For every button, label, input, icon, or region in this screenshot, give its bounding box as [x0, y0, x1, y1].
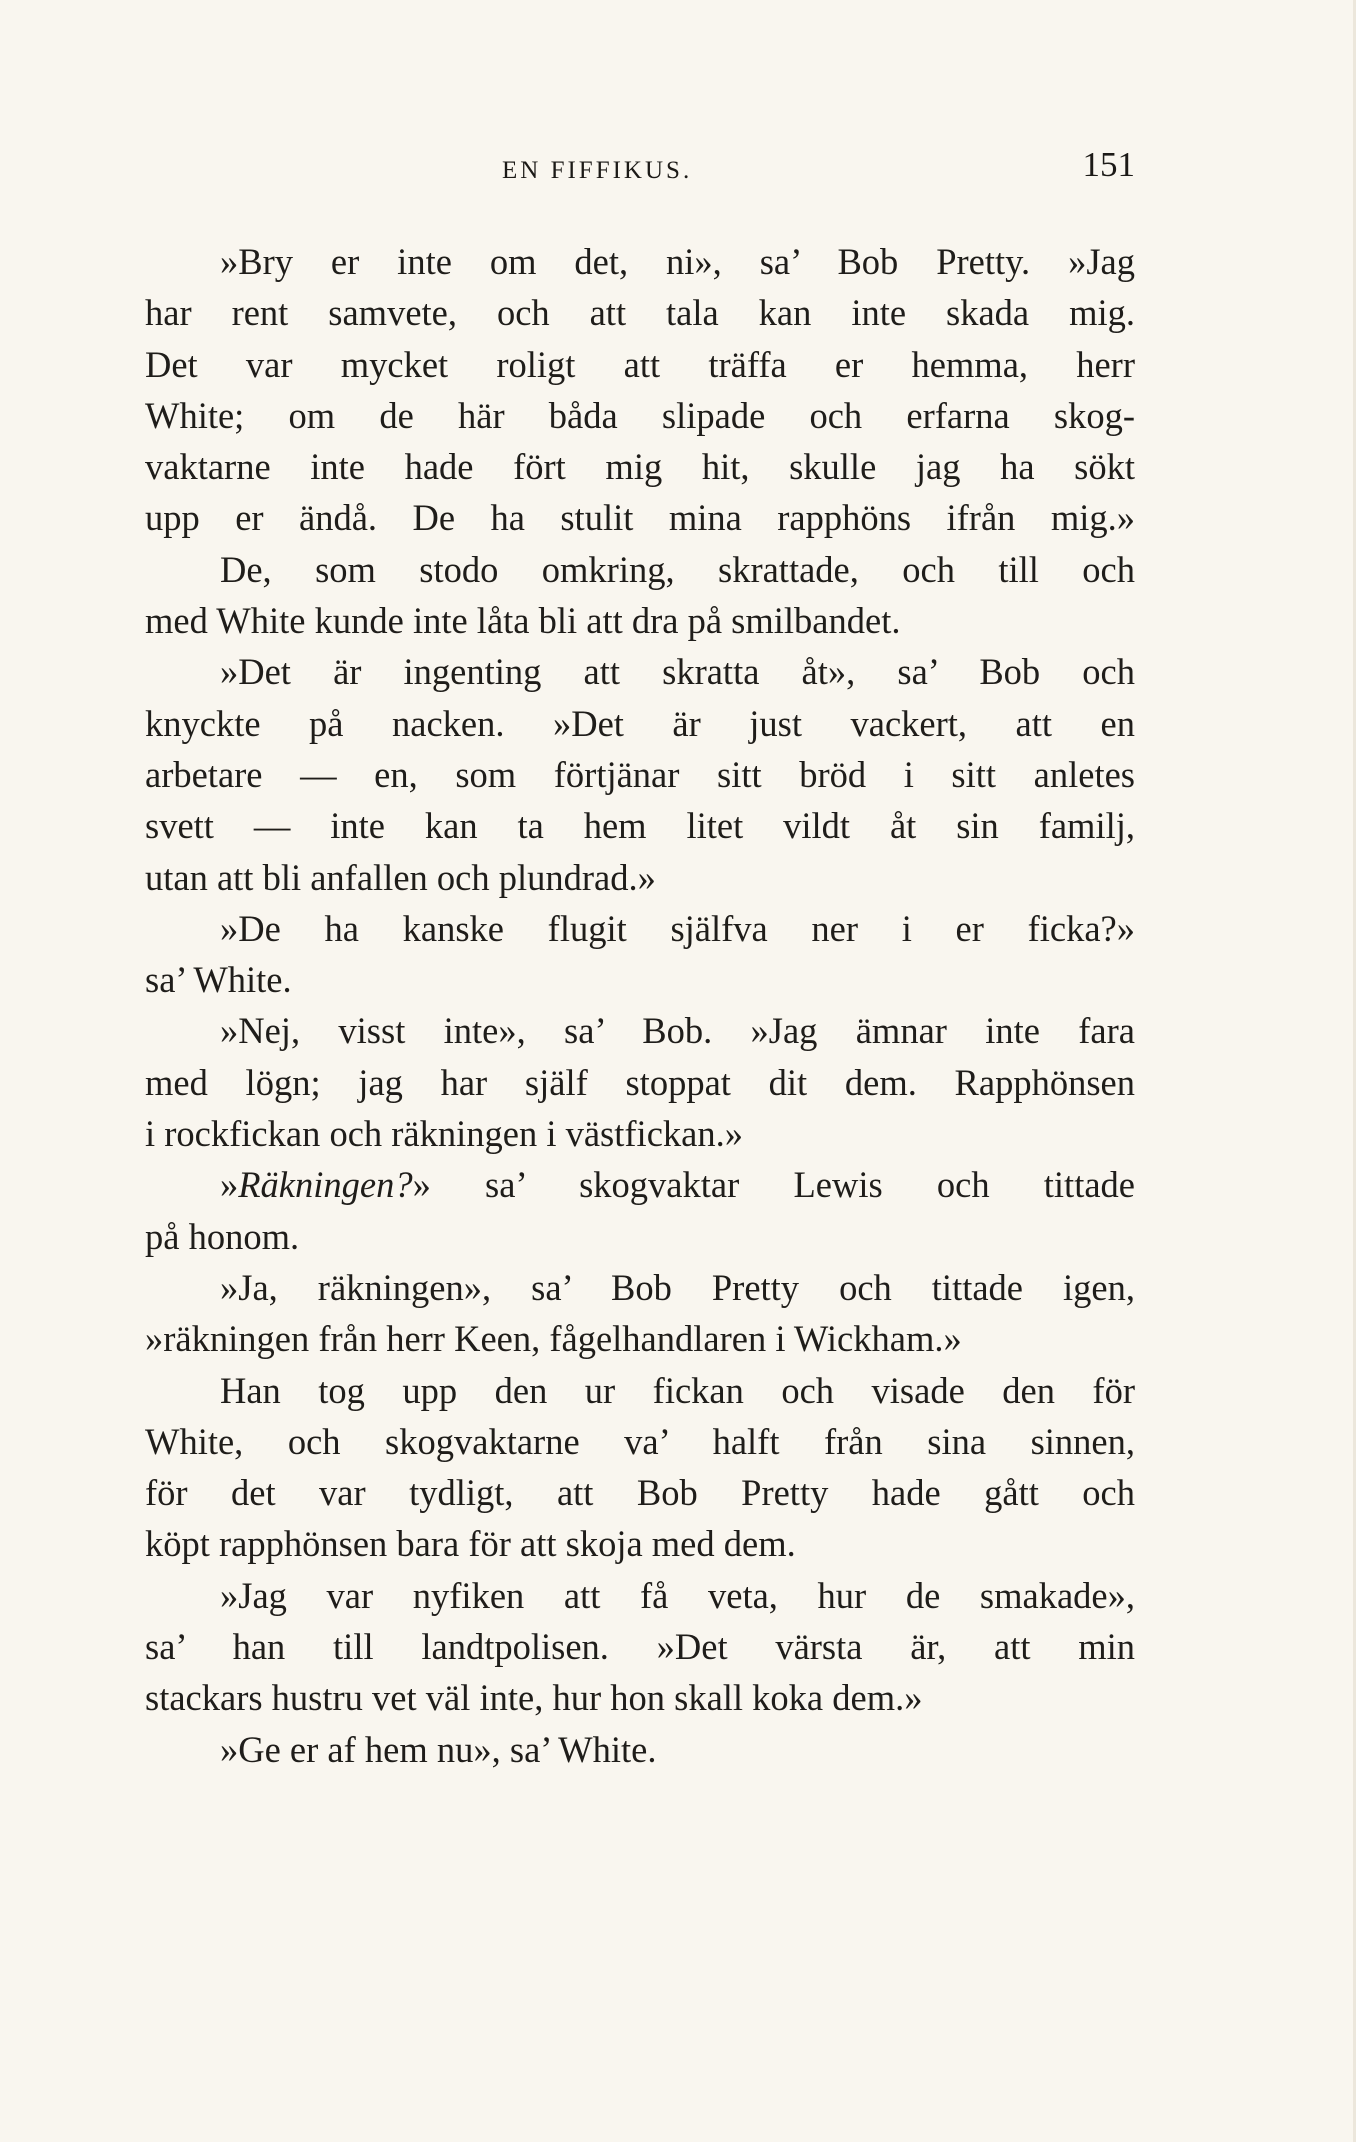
text-line: »räkningen från herr Keen, fågelhandlaren i Wickham.»	[145, 1318, 962, 1360]
text-line: köpt rapphönsen bara för att skoja med dem.	[145, 1523, 796, 1565]
text-line: »Det är ingenting att skratta åt», sa’ Bob och	[220, 651, 1135, 693]
text-line: De, som stodo omkring, skrattade, och till och	[220, 548, 1135, 590]
text-line: »Ja, räkningen», sa’ Bob Pretty och tittade igen,	[220, 1266, 1135, 1308]
text-line: »De ha kanske flugit själfva ner i er ficka?»	[220, 907, 1135, 949]
text-line: med White kunde inte låta bli att dra på smilbandet.	[145, 600, 901, 642]
text-line: »Bry er inte om det, ni», sa’ Bob Pretty. »Jag	[220, 241, 1135, 282]
text-line: svett — inte kan ta hem litet vildt åt sin familj,	[145, 805, 1135, 847]
body-text	[145, 236, 1135, 1775]
page-header	[145, 145, 1135, 195]
text-line: knyckte på nacken. »Det är just vackert, att en	[145, 702, 1135, 744]
text-line	[145, 1159, 1135, 1210]
text-line: »Ge er af hem nu», sa’ White.	[220, 1728, 657, 1770]
text-fragment: »	[220, 1164, 239, 1206]
text-line: har rent samvete, och att tala kan inte skada mig.	[145, 292, 1135, 334]
text-line: Han tog upp den ur fickan och visade den för	[220, 1369, 1135, 1411]
italic-word: Räkningen?	[238, 1164, 413, 1206]
text-line: vaktarne inte hade fört mig hit, skulle jag ha sökt	[145, 446, 1135, 488]
text-line: i rockfickan och räkningen i västfickan.»	[145, 1113, 743, 1155]
running-title: EN FIFFIKUS.	[502, 157, 693, 184]
text-line: sa’ han till landtpolisen. »Det värsta är, att min	[145, 1626, 1135, 1668]
text-line: arbetare — en, som förtjänar sitt bröd i sitt anletes	[145, 753, 1135, 795]
text-line: upp er ändå. De ha stulit mina rapphöns ifrån mig.»	[145, 497, 1135, 539]
text-line: på honom.	[145, 1215, 300, 1257]
text-line: Det var mycket roligt att träffa er hemma, herr	[145, 343, 1135, 385]
text-fragment: » sa’ skogvaktar Lewis och tittade	[412, 1164, 1135, 1206]
text-line: stackars hustru vet väl inte, hur hon skall koka dem.»	[145, 1677, 923, 1719]
page-number: 151	[1082, 145, 1135, 184]
text-line: med lögn; jag har själf stoppat dit dem. Rapphönsen	[145, 1061, 1135, 1103]
text-line: sa’ White.	[145, 959, 292, 1001]
text-line: utan att bli anfallen och plundrad.»	[145, 856, 656, 898]
text-line: för det var tydligt, att Bob Pretty hade gått och	[145, 1472, 1135, 1514]
text-line: White; om de här båda slipade och erfarna skog-	[145, 394, 1135, 436]
text-line: »Nej, visst inte», sa’ Bob. »Jag ämnar inte fara	[220, 1010, 1135, 1052]
text-line: White, och skogvaktarne va’ halft från sina sinnen,	[145, 1420, 1135, 1462]
text-line: »Jag var nyfiken att få veta, hur de smakade»,	[220, 1574, 1135, 1616]
